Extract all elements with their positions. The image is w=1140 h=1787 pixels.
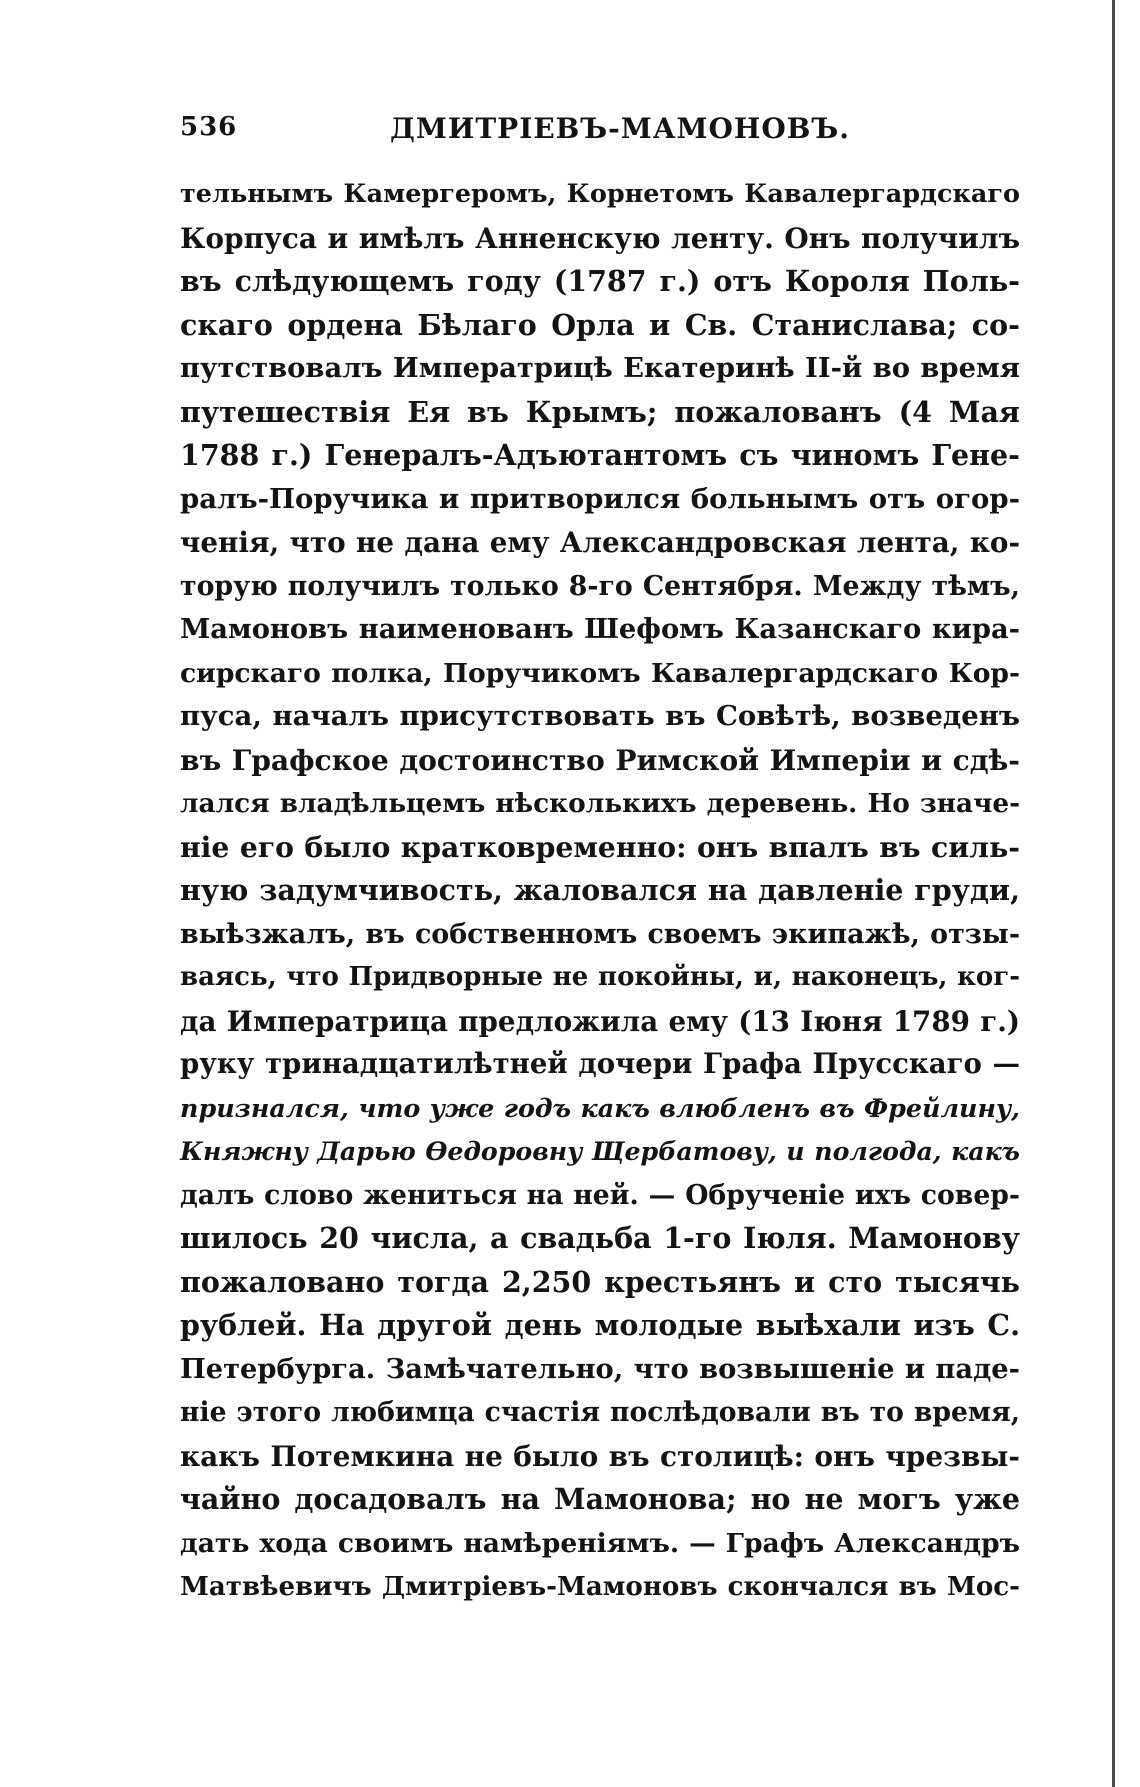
text-line: дать хода своимъ намѣреніямъ. — Графъ Александръ: [180, 1527, 1020, 1559]
text-line: рублей. На другой день молодые выѣхали изъ С.: [180, 1308, 1020, 1342]
text-line: пуса, началъ присутствовать въ Совѣтѣ, возведенъ: [180, 700, 1020, 732]
text-line: Матвѣевичъ Дмитріевъ-Мамоновъ скончался въ Мос-: [180, 1571, 1020, 1602]
text-line: тельнымъ Камергеромъ, Корнетомъ Кавалергардскаго: [180, 179, 1020, 209]
running-head: ДМИТРІЕВЪ-МАМОНОВЪ.: [390, 112, 850, 145]
text-line: 1788 г.) Генералъ-Адъютантомъ съ чиномъ Гене-: [180, 438, 1020, 472]
page-edge-rule: [1112, 0, 1115, 1787]
text-line: чайно досадовалъ на Мамонова; но не могъ уже: [180, 1482, 1020, 1516]
body-text: [180, 173, 1020, 1609]
text-line: въ Графское достоинство Римской Имперіи и сдѣ-: [180, 743, 1020, 777]
text-line: ралъ-Поручика и притворился больнымъ отъ огор-: [180, 482, 1020, 515]
text-line: ченія, что не дана ему Александровская лента, ко-: [180, 526, 1020, 559]
page-header: [180, 112, 1020, 152]
page-number: 536: [180, 112, 238, 142]
text-line: да Императрица предложила ему (13 Іюня 1789 г.): [180, 1004, 1020, 1038]
text-line: Корпуса и имѣлъ Анненскую ленту. Онъ получилъ: [180, 221, 1020, 255]
text-line: въ слѣдующемъ году (1787 г.) отъ Короля Поль-: [180, 264, 1020, 298]
text-line-italic: Княжну Дарью Ѳедоровну Щербатову, и полгода, какъ: [180, 1136, 1020, 1166]
text-line: Петербурга. Замѣчательно, что возвышеніе и паде-: [180, 1352, 1020, 1385]
text-line: лался владѣльцемъ нѣсколькихъ деревень. Но значе-: [180, 788, 1020, 819]
text-line-italic: признался, что уже годъ какъ влюбленъ въ Фрейлину,: [180, 1092, 1020, 1123]
text-line: Мамоновъ наименованъ Шефомъ Казанскаго кира-: [180, 613, 1020, 645]
text-line: путешествія Ея въ Крымъ; пожалованъ (4 Мая: [180, 394, 1020, 429]
text-line: ную задумчивость, жаловался на давленіе груди,: [180, 873, 1020, 907]
text-line: путствовалъ Императрицѣ Екатеринѣ II-й во время: [180, 352, 1020, 384]
text-line: торую получилъ только 8-го Сентября. Между тѣмъ,: [180, 570, 1020, 602]
text-line: пожаловано тогда 2,250 крестьянъ и сто тысячь: [180, 1264, 1020, 1299]
text-line: сирскаго полка, Поручикомъ Кавалергардскаго Кор-: [180, 657, 1020, 689]
text-line: ніе этого любимца счастія послѣдовали въ то время,: [180, 1397, 1020, 1428]
text-line: шилось 20 числа, а свадьба 1-го Іюля. Мамонову: [180, 1221, 1020, 1255]
text-line: ніе его было кратковременно: онъ впалъ въ силь-: [180, 829, 1020, 864]
text-line: скаго ордена Бѣлаго Орла и Св. Станислава; со-: [180, 307, 1020, 342]
text-line: ваясь, что Придворные не покойны, и, наконецъ, ког-: [180, 962, 1020, 992]
text-line: какъ Потемкина не было въ столицѣ: онъ чрезвы-: [180, 1439, 1020, 1473]
text-line: руку тринадцатилѣтней дочери Графа Прусскаго —: [180, 1048, 1020, 1080]
text-line: далъ слово жениться на ней. — Обрученіе ихъ совер-: [180, 1179, 1020, 1211]
text-line: выѣзжалъ, въ собственномъ своемъ экипажѣ, отзы-: [180, 918, 1020, 950]
